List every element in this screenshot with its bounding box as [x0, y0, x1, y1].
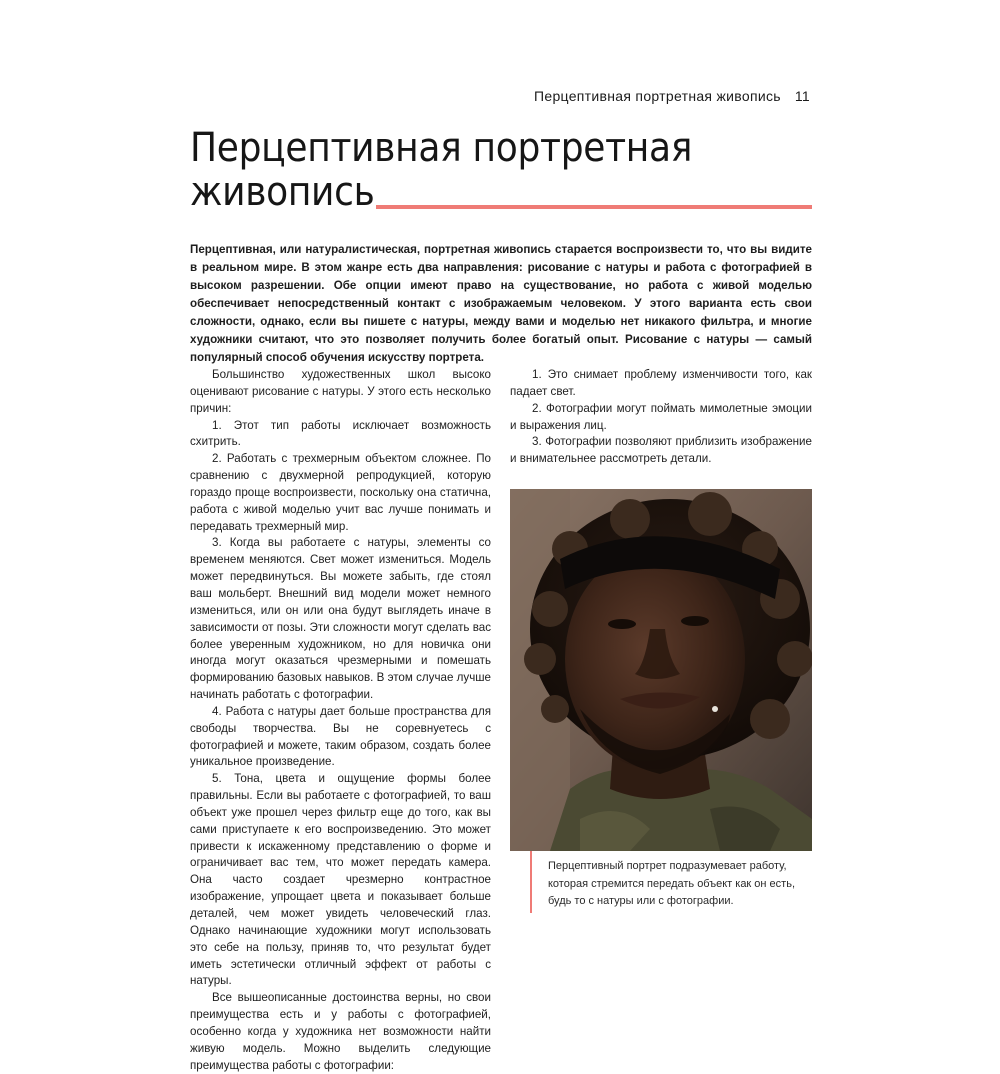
lead-paragraph: Перцептивная, или натуралистическая, портретная живопись старается воспроизвести то, что вы видите в реальном мире. В этом жанре есть два направления: рисование с натуры и работа с фотографией в высоком разрешении. Обе опции имеют право на существование, но работа с живой моделью обеспечивает непосредственный контакт с изображаемым человеком. У этого варианта есть свои сложности, однако, если вы пишете с натуры, между вами и моделью нет никакого фильтра, и многие художники считают, что это позволяет получить более богатый опыт. Рисование с натуры — самый популярный способ обучения искусству портрета.	[190, 243, 812, 364]
running-header	[534, 88, 810, 104]
right-column	[510, 367, 812, 468]
page-title-line-1: Перцептивная портретная	[190, 125, 693, 171]
body-paragraph: 3. Когда вы работаете с натуры, элементы со временем меняются. Свет может измениться. Модель может передвинуться. Вы можете забыть, где стоял ваш мольберт. Внешний вид модели может немного измениться, или он или она будут выглядеть иначе в зависимости от позы. Эти сложности могут сделать вас более уверенным художником, но для новичка они иногда могут оказаться чрезмерными и помешать формированию базовых навыков. В этом случае лучше начинать работать с фотографии.	[190, 536, 491, 702]
portrait-photo	[510, 489, 812, 851]
body-paragraph: 5. Тона, цвета и ощущение формы более правильны. Если вы работаете с фотографией, то ваш объект уже прошел через фильтр еще до того, как вы сами приступаете к его воспроизведению. Это может привести к искаженному представлению о форме и ограничивает вас тем, что может передать камера. Она часто создает чрезмерно контрастное изображение, упрощает цвета и показывает больше деталей, чем может увидеть человеческий глаз. Однако начинающие художники могут использовать это себе на пользу, приняв то, что результат будет иметь эстетически отличный эффект от работы с натуры.	[190, 772, 491, 988]
page-title	[190, 126, 820, 214]
body-paragraph: 1. Этот тип работы исключает возможность схитрить.	[190, 418, 491, 449]
photo-caption: Перцептивный портрет подразумевает работу, которая стремится передать объект как он есть, будь то с натуры или с фотографии.	[548, 860, 795, 907]
body-paragraph: 2. Фотографии могут поймать мимолетные эмоции и выражения лиц.	[510, 401, 812, 432]
page-title-line-2: живопись	[190, 169, 375, 215]
body-paragraph: 2. Работать с трехмерным объектом сложнее. По сравнению с двухмерной репродукцией, которую гораздо проще воспроизвести, поскольку она статична, работа с живой моделью учит вас лучше понимать и передавать трехмерный мир.	[190, 452, 491, 533]
caption-accent-line	[530, 851, 532, 913]
body-paragraph: 3. Фотографии позволяют приблизить изображение и внимательнее рассмотреть детали.	[510, 435, 812, 466]
body-paragraph: 1. Это снимает проблему изменчивости того, как падает свет.	[510, 368, 812, 398]
portrait-illustration	[510, 489, 812, 851]
body-paragraph: Большинство художественных школ высоко оценивают рисование с натуры. У этого есть несколько причин:	[190, 368, 491, 415]
running-header-title: Перцептивная портретная живопись	[534, 88, 781, 104]
body-paragraph: Все вышеописанные достоинства верны, но свои преимущества есть и у работы с фотографией, особенно когда у художника нет возможности найти живую модель. Можно выделить следующие преимущества работы с фотографии:	[190, 991, 491, 1072]
page-number: 11	[794, 88, 810, 104]
left-column	[190, 367, 491, 1074]
body-paragraph: 4. Работа с натуры дает больше пространства для свободы творчества. Вы не соревнуетесь с фотографией и можете, таким образом, создать более уникальное произведение.	[190, 704, 491, 769]
title-accent-rule	[376, 205, 812, 209]
